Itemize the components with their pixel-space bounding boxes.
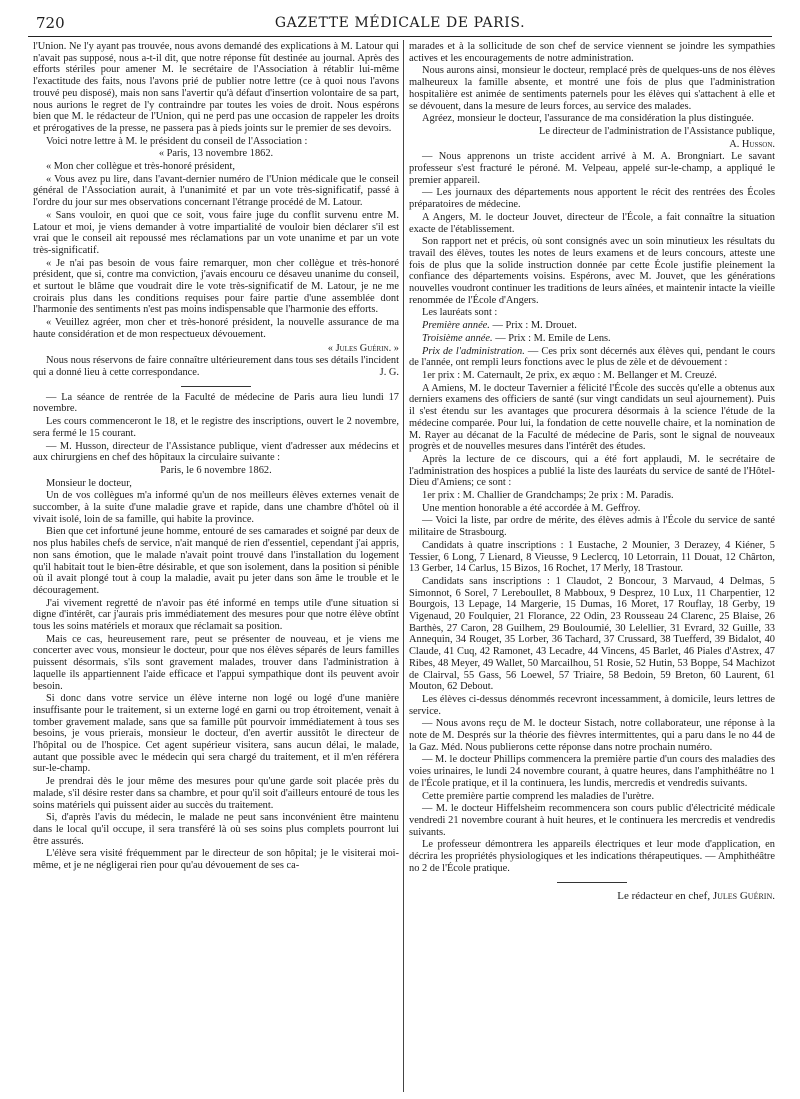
news-item: Les élèves ci-dessus dénommés recevront incessamment, à domicile, leurs lettres de service. <box>409 693 775 717</box>
circular-continuation: marades et à la sollicitude de son chef de service viennent se joindre les sympathies actives et les encouragements de notre administration. <box>409 41 775 64</box>
left-column <box>33 41 399 1091</box>
news-item: A Angers, M. le docteur Jouvet, directeur de l'École, a fait connaître la situation exacte de l'établissement. <box>409 211 775 235</box>
circular-paragraph: Mais ce cas, heureusement rare, peut se présenter de nouveau, et je viens me concerter avec vous, monsieur le docteur, pour que nos élèves séparés de leurs familles puissent désormais, s'ils sont gravement malades, trouver dans l'administration à laquelle ils appartiennent l'aide efficace et l'appui sympathique dont ils peuvent avoir besoin. <box>33 633 399 692</box>
news-item: — M. Husson, directeur de l'Assistance publique, vient d'adresser aux médecins et aux chirurgiens en chef des hôpitaux la circulaire suivante : <box>33 440 399 464</box>
candidates-four: Candidats à quatre inscriptions : 1 Eustache, 2 Mounier, 3 Derazey, 4 Kiéner, 5 Tessier, 6 Long, 7 Lienard, 8 Vieusse, 9 Leclercq, 10 Letorrain, 11 Douat, 12 Chârton, 13 Gerber, 14 Carlus, 15 Bizos, 16 Rochet, 17 Merly, 18 Trastour. <box>409 539 775 575</box>
circular-date: Paris, le 6 novembre 1862. <box>160 464 272 476</box>
laureat-line <box>409 333 775 345</box>
news-item: Après la lecture de ce discours, qui a été fort applaudi, M. le secrétaire de l'administration des hospices a publié la liste des lauréats du service de santé de l'Hôtel-Dieu d'Amiens; ce sont : <box>409 453 775 489</box>
admin-prize-list: 1er prix : M. Caternault, 2e prix, ex æquo : M. Bellanger et M. Creuzé. <box>422 369 717 381</box>
circular-paragraph: Si, d'après l'avis du médecin, le malade ne peut sans inconvénient être maintenu dans le local qu'il occupe, il sera transféré là où ses soins plus complets pourront lui être assurés. <box>33 812 399 847</box>
letter-paragraph: « Vous avez pu lire, dans l'avant-dernier numéro de l'Union médicale que le conseil général de l'Association aurait, à l'unanimité et par un vote très-significatif, passé à l'ordre du jour sur mes observations concernant l'étrange procédé de M. Latour. <box>33 173 399 209</box>
column-divider <box>403 40 404 1092</box>
news-item: — Voici la liste, par ordre de mérite, des élèves admis à l'École du service de santé militaire de Strasbourg. <box>409 515 775 539</box>
circular-signature-name: A. Husson. <box>729 138 775 150</box>
laureats-heading: Les lauréats sont : <box>422 307 498 319</box>
reserve-initials: J. G. <box>379 366 399 378</box>
section-separator <box>557 882 627 883</box>
section-separator <box>181 386 251 387</box>
news-item: — M. le docteur Hiffelsheim recommencera son cours public d'électricité médicale vendredi 21 novembre courant à huit heures, et le continuera les mercredis et vendredis suivants. <box>409 803 775 838</box>
editor-signature <box>409 891 775 903</box>
circular-paragraph: Un de vos collègues m'a informé qu'un de nos meilleurs élèves externes venait de succomber, à la suite d'une maladie grave et rapide, dans une chambre d'hôtel où il vivait isolé, loin de sa famille, qui habite la province. <box>33 490 399 525</box>
letter-signature: « Jules Guérin. » <box>327 342 399 354</box>
news-item: Le professeur démontrera les appareils électriques et leur mode d'application, en décrira les propriétés physiologiques et les indications thérapeutiques. — Amphithéâtre no 2 de l'École pratique. <box>409 839 775 874</box>
news-item: — Nous apprenons un triste accident arrivé à M. A. Brongniart. Le savant professeur s'est fracturé le péroné. M. Velpeau, appelé sur-le-champ, a appliqué le premier appareil. <box>409 151 775 186</box>
letter-salutation: « Mon cher collègue et très-honoré président, <box>46 161 235 173</box>
circular-paragraph: Si donc dans votre service un élève interne non logé ou logé d'une manière insuffisante pour le traitement, si un externe logé en garni ou trop étroitement, venait à tomber gravement malade, sans que sa famille pût pourvoir immédiatement à tous ses besoins, je vous prierais, monsieur le docteur, d'en avertir aussitôt le directeur de l'hôpital ou de l'hospice. Cet agent supérieur visitera, sans aucun délai, le malade, autant que possible avec le médecin qui sera chargé du traitement, et il m'en référera sur-le-champ. <box>33 693 399 775</box>
editor-signature-prefix: Le rédacteur en chef, <box>617 889 711 902</box>
admin-prize-paragraph <box>409 346 775 369</box>
amiens-mention: Une mention honorable a été accordée à M. Geffroy. <box>422 502 641 514</box>
circular-paragraph: Nous aurons ainsi, monsieur le docteur, remplacé près de quelques-uns de nos élèves malheureux la famille absente, et montré une fois de plus que l'administration hospitalière est animée de sentiments paternels pour les élèves qui s'attachent à elle et se dévouent, dans la mesure de leurs forces, au service des malades. <box>409 65 775 112</box>
reserve-text: Nous nous réservons de faire connaître ultérieurement dans tous ses détails l'incident qui a donné lieu à cette correspondance. <box>33 355 399 378</box>
circular-paragraph: L'élève sera visité fréquemment par le directeur de son hôpital; je le visiterai moi-même, et je ne négligerai rien pour qu'au dévouement de ses ca- <box>33 848 399 872</box>
admin-prize-text: — Ces prix sont décernés aux élèves qui, pendant le cours de l'année, ont rempli leurs fonctions avec le plus de zèle et de dévouement : <box>409 345 775 369</box>
letter-paragraph: « Sans vouloir, en quoi que ce soit, vous faire juge du conflit survenu entre M. Latour et moi, je viens demander à votre impartialité de vouloir bien déclarer s'il est vrai que le conseil ait repoussé mes réclamations par un vote unanime et par un vote très-significatif. <box>33 209 399 256</box>
laureat-line <box>409 320 775 332</box>
right-column <box>409 41 775 1091</box>
circular-paragraph: Bien que cet infortuné jeune homme, entouré de ses camarades et soigné par deux de nos plus habiles chefs de service, n'ait manqué de rien d'essentiel, cependant j'ai appris, non sans émotion, que le malade n'avait point trouvé dans l'installation du logement qu'il habitait tout le bien-être désirable, et que son isolement, dans la position si pénible où il avait plongé tout à coup la maladie, avait pu jeter dans son âme le trouble et le découragement. <box>33 526 399 596</box>
letter-paragraph: « Je n'ai pas besoin de vous faire remarquer, mon cher collègue et très-honoré président, que si, contre ma conviction, j'avais encouru ce désaveu unanime du conseil, et surtout le blâme que voudrait dire le vote très-significatif de M. Latour, je ne me croirais plus dans les conditions requises pour faire partie d'une assemblée dont l'harmonie des sentiments n'est pas moins indispensable que l'harmonie des efforts. <box>33 257 399 316</box>
reserve-paragraph <box>33 355 399 378</box>
news-item: — La séance de rentrée de la Faculté de médecine de Paris aura lieu lundi 17 novembre. <box>33 391 399 415</box>
page-number: 720 <box>36 14 65 32</box>
news-item: Cette première partie comprend les maladies de l'urètre. <box>422 790 655 802</box>
candidates-none: Candidats sans inscriptions : 1 Claudot, 2 Boncour, 3 Marvaud, 4 Delmas, 5 Simonnot, 6 Sorel, 7 Lereboullet, 8 Mabboux, 9 Desprez, 10 Lux, 11 Charpentier, 12 Bourgois, 13 Lepage, 14 Margerie, 15 Dumas, 16 Moret, 17 Rouflay, 18 Gerby, 19 Vigenaud, 20 Foulquier, 21 Florance, 22 Odin, 23 Rousseau 24 Clarenc, 25 Blaise, 26 Barthès, 27 Caron, 28 Guilhem, 29 Bouloumié, 30 Lelellier, 31 Evrard, 32 Guille, 33 Annequin, 34 Rouget, 35 Lorber, 36 Tachard, 37 Crussard, 38 Tuefferd, 39 Bidalot, 40 Claude, 41 Cuq, 42 Ramonet, 43 Lecadre, 44 Vincens, 45 Barlet, 46 Piales d'Astrex, 47 Ribes, 48 Meyer, 49 Wallet, 50 Marcailhou, 51 Rosie, 52 Hutin, 53 Boppe, 54 Machizot de Clairval, 55 Gass, 56 Loewel, 57 Triaire, 58 Bedoin, 59 Breton, 60 Laurent, 61 Mouton, 62 Debout. <box>409 575 775 693</box>
news-item: Son rapport net et précis, où sont consignés avec un soin minutieux les résultats du travail des élèves, toutes les notes de leurs examens et de leurs concours, atteste une fois de plus que la solide instruction donnée par cette École justifie pleinement la confiance des départements voisins. Espérons, avec M. Jouvet, que les générations nouvelles voudront continuer les traditions de leurs aînées, et maintenir intacte la vieille renommée de l'École d'Angers. <box>409 236 775 306</box>
journal-title: GAZETTE MÉDICALE DE PARIS. <box>274 15 526 31</box>
circular-signature-title: Le directeur de l'administration de l'Assistance publique, <box>538 125 775 137</box>
circular-paragraph: Je prendrai dès le jour même des mesures pour qu'une garde soit placée près du malade, s'il désire rester dans sa chambre, et pour qu'il soit d'ailleurs entouré de tous les soins matériels qui puissent aider au succès du traitement. <box>33 776 399 811</box>
letter-date: « Paris, 13 novembre 1862. <box>158 148 274 160</box>
news-item: — M. le docteur Phillips commencera la première partie d'un cours des maladies des voies urinaires, le lundi 24 novembre courant, à quatre heures, dans l'amphithéâtre no 1 de l'École pratique, et il la continuera, les lundis, mercredis et vendredis suivants. <box>409 754 775 789</box>
header-rule <box>28 36 772 37</box>
laureat-prize: — Prix : M. Emile de Lens. <box>495 332 611 344</box>
laureat-year: Première année. <box>422 320 490 332</box>
intro-paragraph: l'Union. Ne l'y ayant pas trouvée, nous avons demandé des explications à M. Latour qui n'avait pas supposé, nous a-t-il dit, que notre réponse fût destinée au journal. Après des efforts stériles pour amener M. le secrétaire de l'Association à rétablir lui-même l'exactitude des faits, nous l'avons prié de publier notre lettre (ce à quoi nous l'avons trouvé peu disposé), mais non sans l'avertir qu'à défaut d'insertion volontaire de sa part, nous aurions le regret de l'y contraindre par toutes les voies de droit. Nous espérons bien que M. le rédacteur de l'Union, qui ne perd pas une occasion de rappeler les droits et prérogatives de la presse, ne passera pas à pieds joints sur le premier de ses devoirs. <box>33 41 399 134</box>
news-item: Les cours commenceront le 18, et le registre des inscriptions, ouvert le 2 novembre, sera fermé le 15 courant. <box>33 416 399 439</box>
page-header <box>28 12 772 34</box>
admin-prize-label: Prix de l'administration. <box>422 345 525 357</box>
circular-paragraph: Agréez, monsieur le docteur, l'assurance de ma considération la plus distinguée. <box>422 113 754 125</box>
letter-paragraph: « Veuillez agréer, mon cher et très-honoré président, la nouvelle assurance de ma haute considération et de mon respectueux dévouement. <box>33 317 399 340</box>
letter-intro: Voici notre lettre à M. le président du conseil de l'Association : <box>46 135 308 147</box>
news-item: — Nous avons reçu de M. le docteur Sistach, notre collaborateur, une réponse à la note de M. Després sur la théorie des fièvres intermittentes, qui a paru dans le no 44 de la Gaz. Méd. Nous publierons cette réponse dans notre prochain numéro. <box>409 718 775 753</box>
laureat-year: Troisième année. <box>422 332 493 344</box>
circular-salutation: Monsieur le docteur, <box>46 477 132 489</box>
laureat-prize: — Prix : M. Drouet. <box>492 320 577 332</box>
news-item: A Amiens, M. le docteur Tavernier a félicité l'École des succès qu'elle a obtenus aux derniers examens des officiers de santé (sur vingt candidats un seul ajournement). Puis il s'est étendu sur les avantages que procurera désormais à la science l'étude de la médecine comparée. Pour lui, la fondation de cette nouvelle chaire, et la nomination de M. Rayer au décanat de la Faculté de médecine de Paris, sont le signal de nouveaux progrès et de nouvelles mesures dans l'intérêt des études. <box>409 382 775 453</box>
amiens-prizes: 1er prix : M. Challier de Grandchamps; 2e prix : M. Paradis. <box>422 490 674 502</box>
circular-paragraph: J'ai vivement regretté de n'avoir pas été informé en temps utile d'une situation si digne d'intérêt, car j'aurais pris immédiatement des mesures pour que notre élève obtînt tous les soins matériels et moraux que réclamait sa position. <box>33 597 399 633</box>
editor-signature-name: Jules Guérin. <box>712 889 775 902</box>
news-item: — Les journaux des départements nous apportent le récit des rentrées des Écoles préparatoires de médecine. <box>409 187 775 211</box>
